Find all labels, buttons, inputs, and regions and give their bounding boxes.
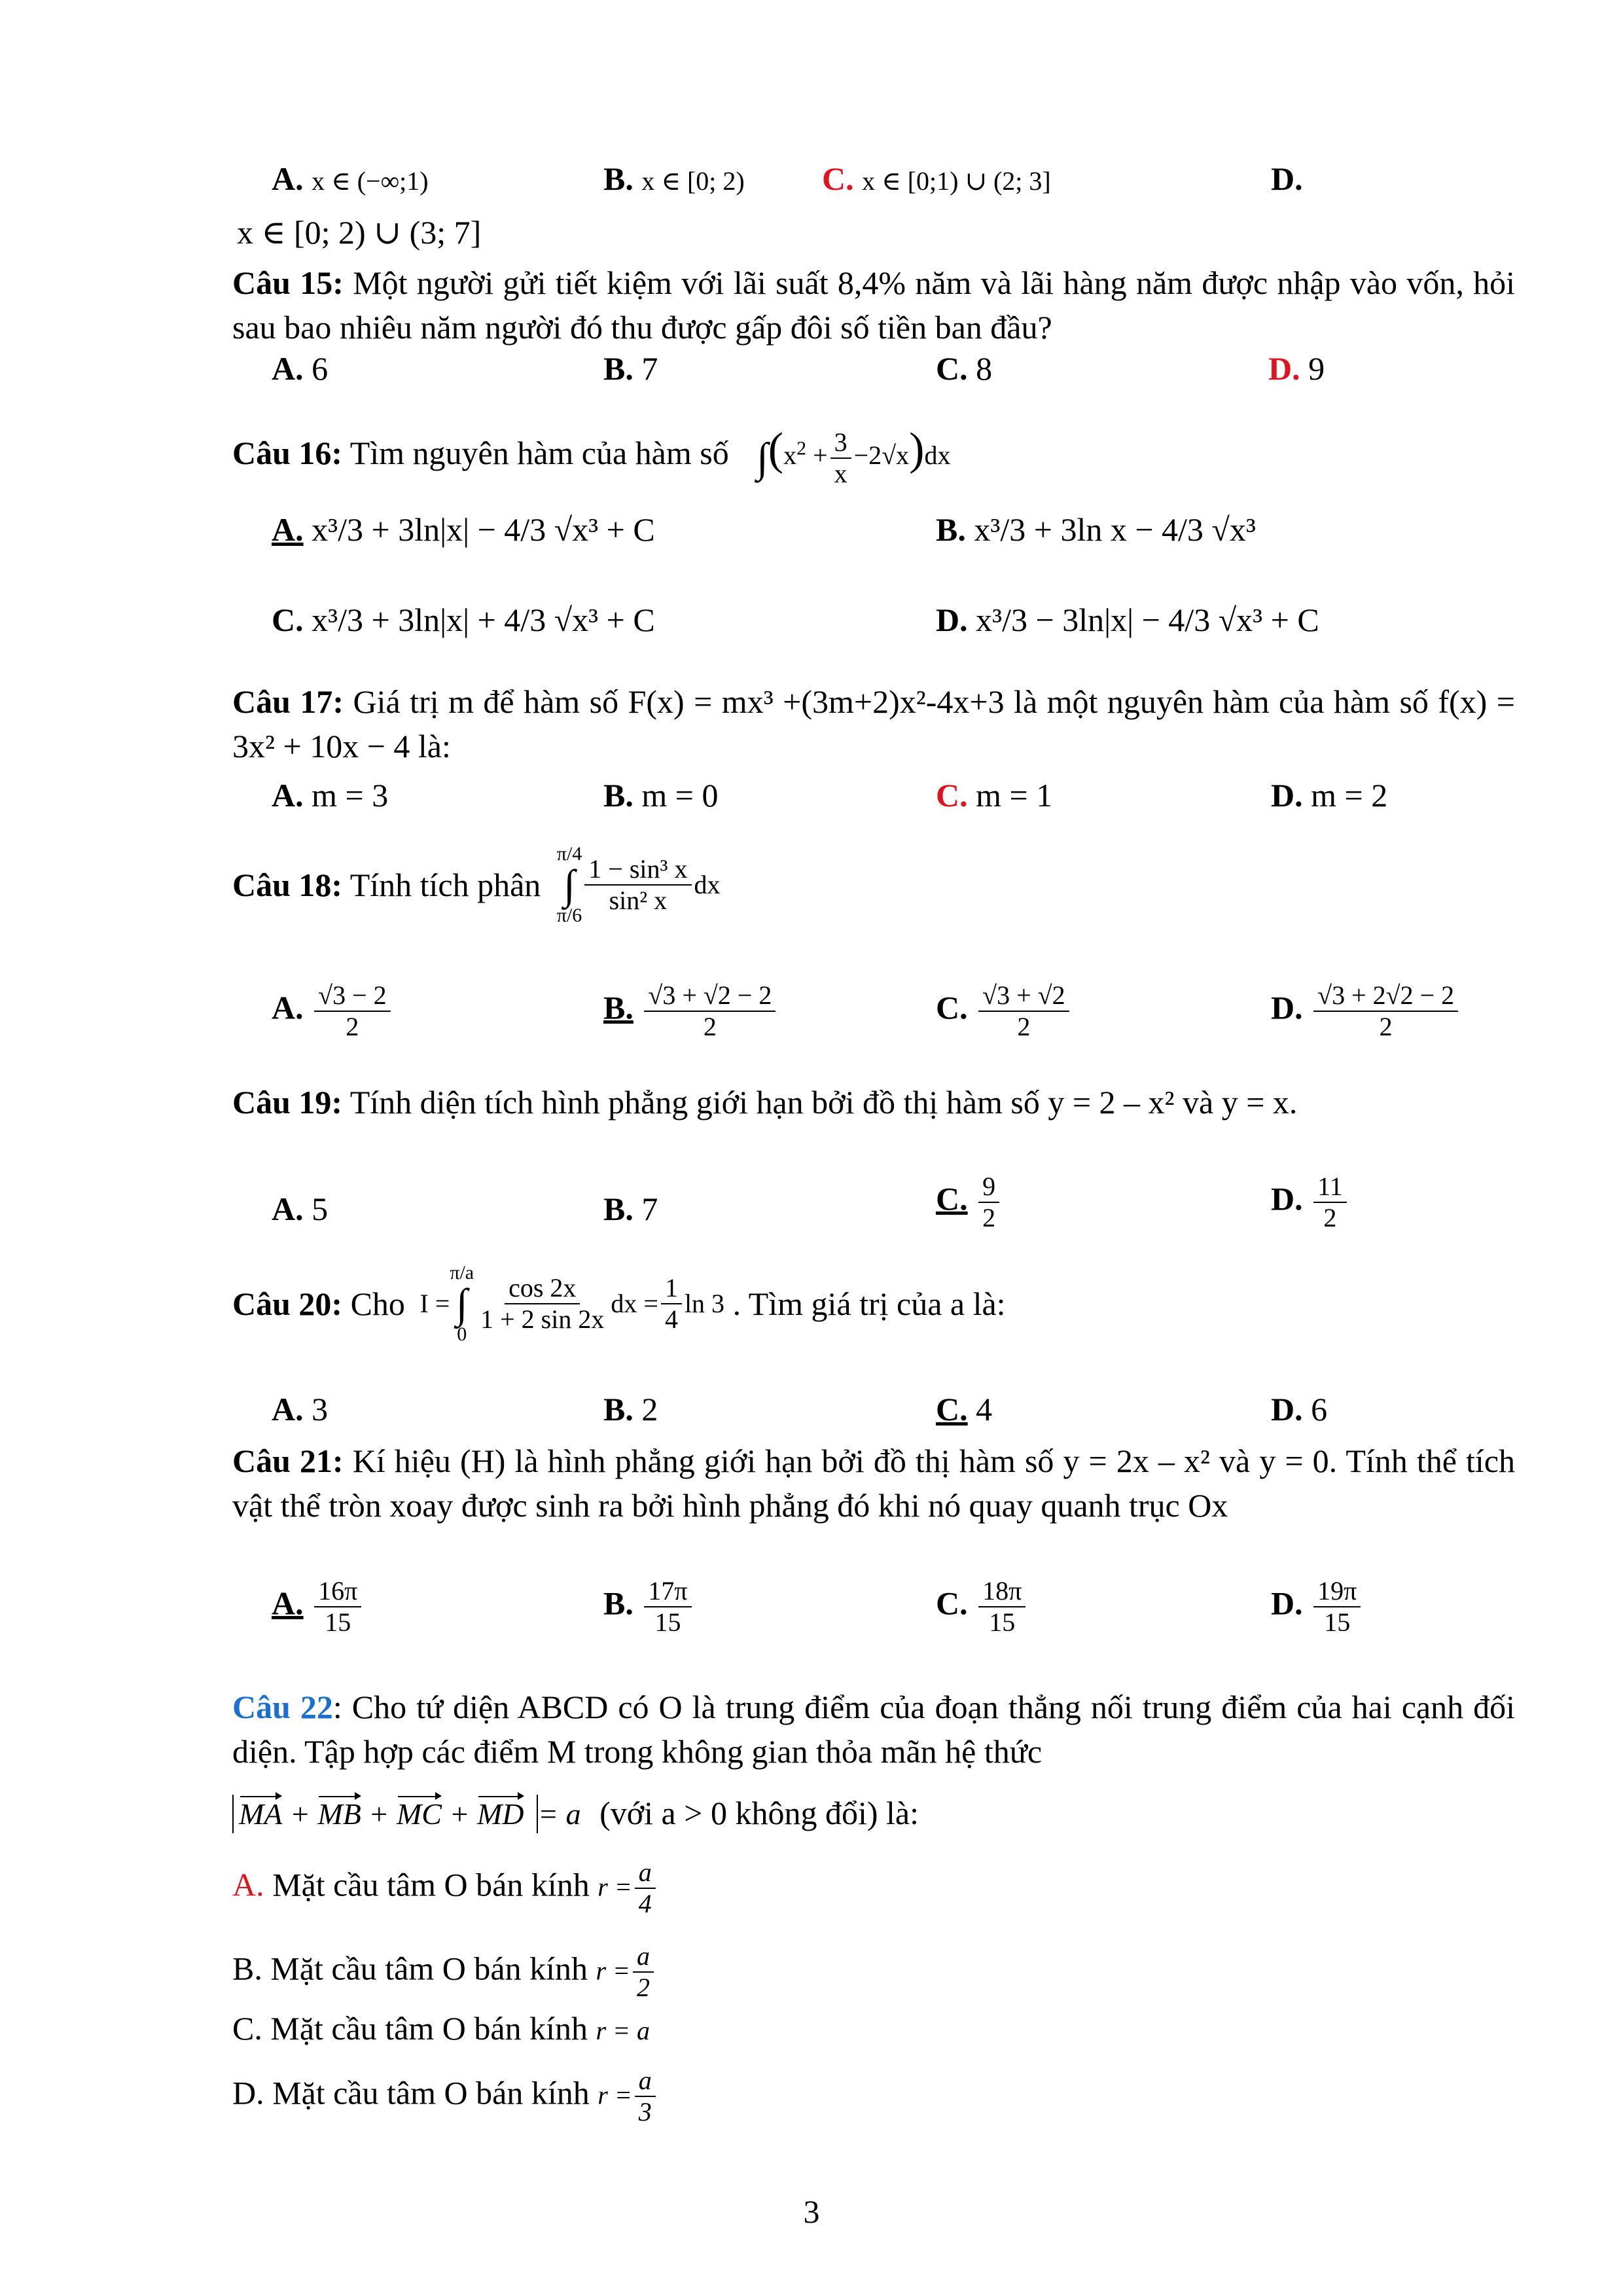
q14-option-b: B. x ∈ [0; 2) (603, 160, 745, 197)
q21-option-d: D. $\frac{19\pi}{15}$ (1271, 1577, 1363, 1636)
question-21: Câu 21: Kí hiệu (H) là hình phẳng giới hạn bởi đồ thị hàm số y = 2x – x² và y = 0. Tính thể tích vật thể tròn xoay được sinh ra bởi hình phẳng đó khi nó quay quanh trục Ox (232, 1443, 1515, 1524)
question-19: Câu 19: Tính diện tích hình phẳng giới hạn bởi đồ thị hàm số y = 2 – x² và y = x. (232, 1084, 1298, 1121)
q15-option-c: C. 8 (936, 350, 993, 387)
q18-integral: π/4 ∫ π/6 $\frac{\text{1 − sin³ x}}{\text{sin² x}}$ dx (556, 843, 721, 926)
q19-option-a: A. 5 (272, 1191, 329, 1227)
q14-option-a: A. x ∈ (−∞;1) (272, 160, 429, 197)
q18-option-d: D. $\frac{√3 + 2√2 - 2}{2}$ (1271, 982, 1461, 1041)
q14-option-d-text: x ∈ [0; 2) ∪ (3; 7] (237, 214, 482, 251)
q22-option-d: D. Mặt cầu tâm O bán kính r = $\frac{a}{3}$ (232, 2067, 658, 2126)
question-15: Câu 15: Một người gửi tiết kiệm với lãi suất 8,4% năm và lãi hàng năm được nhập vào vốn, hỏi sau bao nhiêu năm người đó thu được gấp đôi số tiền ban đầu? (232, 264, 1515, 346)
q22-vector-equation: MA + MB + MC + MD = a (với a > 0 không đổi) là: (232, 1793, 919, 1833)
q16-integral: $\int(x^2$ + $\frac{3}{x}$ −2√x)dx (757, 424, 951, 488)
q17-option-a: A. m = 3 (272, 777, 389, 814)
question-20: Câu 20: Cho I = π/a ∫ 0 $\frac{\cos 2x}{1 + 2 \sin 2x}$ dx = $\frac{1}{4}$ ln 3 . Tìm giá trị của a là: (232, 1262, 1006, 1345)
q17-option-d: D. m = 2 (1271, 777, 1388, 814)
question-17: Câu 17: Giá trị m để hàm số F(x) = mx³ +(3m+2)x²-4x+3 là một nguyên hàm của hàm số f(x) = 3x² + 10x − 4 là: (232, 683, 1515, 764)
q20-option-a: A. 3 (272, 1391, 329, 1427)
q21-option-a: A. $\frac{16\pi}{15}$ (272, 1577, 364, 1636)
q22-option-a: A. Mặt cầu tâm O bán kính r = $\frac{a}{4}$ (232, 1859, 658, 1918)
q17-option-c: C. m = 1 (936, 777, 1053, 814)
q20-option-c: C. 4 (936, 1391, 993, 1427)
question-16: Câu 16: Tìm nguyên hàm của hàm số $\int(x^2$ + $\frac{3}{x}$ −2√x)dx (232, 424, 951, 488)
q16-option-c: C. x³/3 + 3ln|x| + 4/3 √x³ + C (272, 601, 655, 638)
q18-option-a: A. $\frac{√3 - 2}{2}$ (272, 982, 393, 1041)
q15-option-a: A. 6 (272, 350, 329, 387)
q16-option-b: B. x³/3 + 3ln x − 4/3 √x³ (936, 511, 1256, 548)
q21-option-b: B. $\frac{17\pi}{15}$ (603, 1577, 694, 1636)
q20-option-b: B. 2 (603, 1391, 658, 1427)
q15-option-d: D. 9 (1268, 350, 1325, 387)
question-18: Câu 18: Tính tích phân π/4 ∫ π/6 $\frac{\text{1 − sin³ x}}{\text{sin² x}}$ dx (232, 843, 721, 926)
page-number: 3 (803, 2193, 820, 2230)
q16-option-a: A. x³/3 + 3ln|x| − 4/3 √x³ + C (272, 511, 655, 548)
q14-option-c: C. x ∈ [0;1) ∪ (2; 3] (822, 160, 1051, 197)
q19-option-c: C. $\frac{9}{2}$ (936, 1173, 1002, 1232)
q20-option-d: D. 6 (1271, 1391, 1328, 1427)
q16-option-d: D. x³/3 − 3ln|x| − 4/3 √x³ + C (936, 601, 1319, 638)
q17-option-b: B. m = 0 (603, 777, 719, 814)
q22-option-b: B. Mặt cầu tâm O bán kính r = $\frac{a}{2}$ (232, 1943, 656, 2001)
q19-option-d: D. $\frac{11}{2}$ (1271, 1173, 1349, 1232)
q20-integral: I = π/a ∫ 0 $\frac{\cos 2x}{1 + 2 \sin 2x}$ dx = $\frac{1}{4}$ ln 3 (419, 1262, 725, 1345)
question-22: Câu 22: Cho tứ diện ABCD có O là trung điểm của đoạn thẳng nối trung điểm của hai cạnh đối diện. Tập hợp các điểm M trong không gian thỏa mãn hệ thức (232, 1689, 1515, 1770)
q15-option-b: B. 7 (603, 350, 658, 387)
q21-option-c: C. $\frac{18\pi}{15}$ (936, 1577, 1028, 1636)
q14-option-d-label: D. (1271, 160, 1303, 197)
q18-option-c: C. $\frac{√3 + √2}{2}$ (936, 982, 1072, 1041)
q22-option-c: C. Mặt cầu tâm O bán kính r = a (232, 2010, 651, 2047)
q19-option-b: B. 7 (603, 1191, 658, 1227)
q18-option-b: B. $\frac{√3 + √2 - 2}{2}$ (603, 982, 778, 1041)
